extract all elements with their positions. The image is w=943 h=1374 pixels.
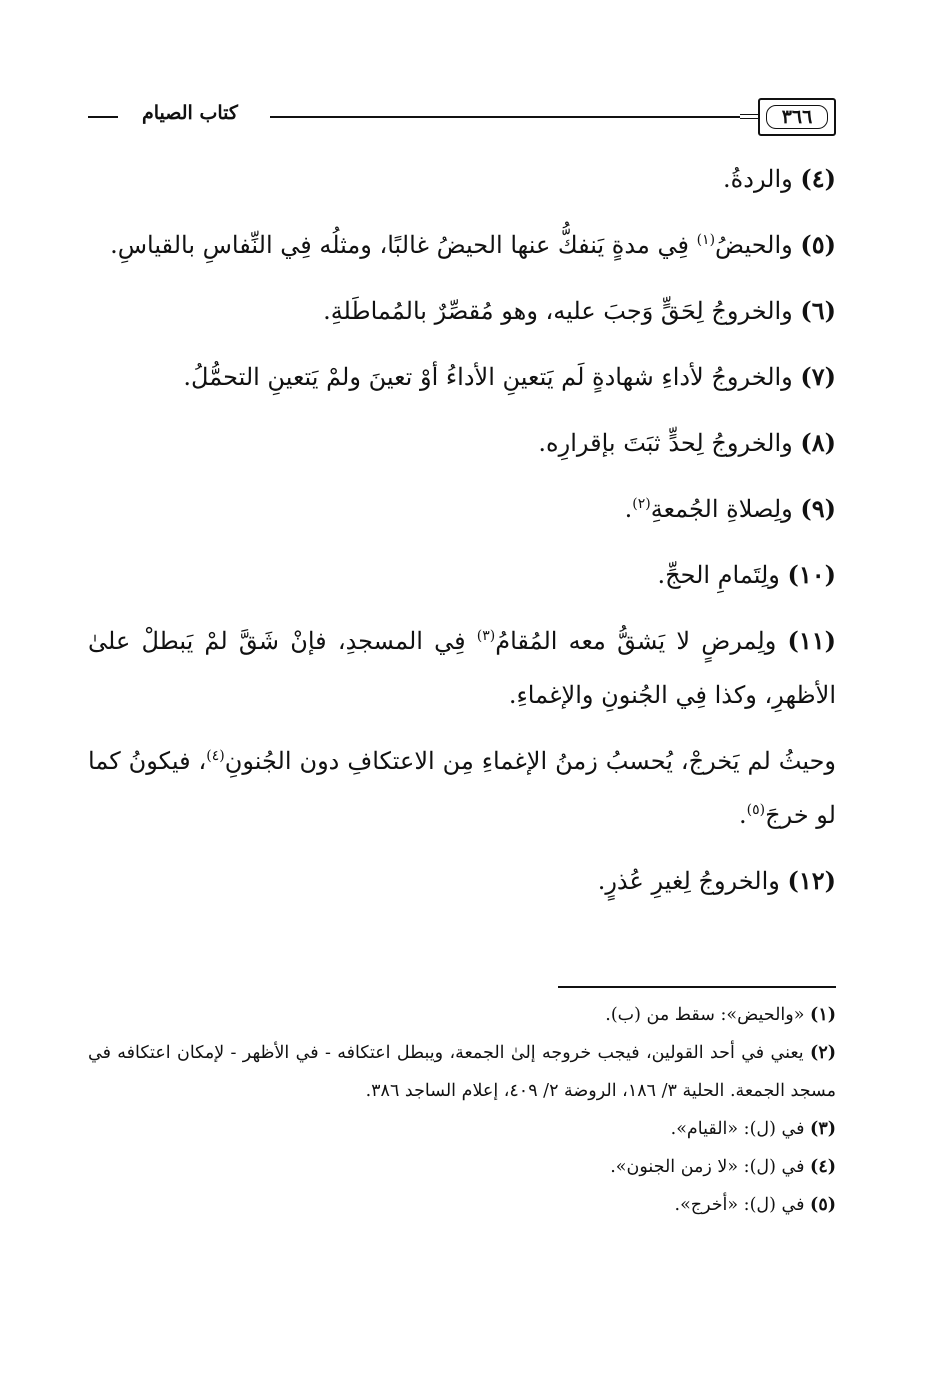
paragraph: (٩) ولِصلاةِ الجُمعةِ$^{(٢)}$. [624, 494, 836, 523]
footnote-ref: (٥) [746, 802, 766, 818]
paragraph: (١٠) ولِتَمامِ الحجِّ. [657, 560, 836, 589]
paragraph: (٨) والخروجُ لِحدٍّ ثبَتَ بإقرارِه. [538, 428, 836, 457]
paragraph: وحيثُ لم يَخرجْ، يُحسبُ زمنُ الإغماءِ مِن الاعتكافِ دون الجُنونِ$^{(٤)}$، فيكونُ كما لو خرجَ$^{(٥)}$. [88, 747, 837, 829]
footnote-ref: (٣) [476, 628, 496, 644]
paragraph: (٦) والخروجُ لِحَقٍّ وَجبَ عليه، وهو مُقصِّرٌ بالمُماطَلةِ. [323, 296, 836, 325]
main-text [88, 152, 836, 920]
header-rule [88, 116, 118, 118]
header-rule [740, 114, 758, 115]
paragraph: (١١) ولِمرضٍ لا يَشقُّ معه المُقامُ$^{(٣)}$ فِي المسجدِ، فإنْ شَقَّ لمْ يَبطلْ علىٰ الأظهرِ، وكذا فِي الجُنونِ والإغماءِ. [88, 626, 836, 709]
footnote-separator [558, 986, 836, 988]
footnotes [88, 996, 836, 1224]
paragraph: (١٢) والخروجُ لِغيرِ عُذرٍ. [597, 866, 836, 895]
paragraph: (٧) والخروجُ لأداءِ شهادةٍ لَم يَتعينِ الأداءُ أوْ تعينَ ولمْ يَتعينِ التحمُّلُ. [183, 362, 836, 391]
footnote-ref: (١) [696, 232, 716, 248]
footnote: (٢) يعني في أحد القولين، فيجب خروجه إلىٰ الجمعة، ويبطل اعتكافه - في الأظهر - لإمكان اعتكافه في مسجد الجمعة. الحلية ٣/ ١٨٦، الروضة ٢/ ٤٠٩، إعلام الساجد ٣٨٦. [88, 1043, 836, 1101]
paragraph: (٤) والردةُ. [723, 164, 836, 193]
footnote: (٣) في (ل): «القيام». [670, 1119, 836, 1139]
book-title: كتاب الصيام [142, 102, 238, 124]
footnote-ref: (٤) [206, 748, 225, 764]
paragraph: (٥) والحيضُ$^{(١)}$ فِي مدةٍ يَنفكُّ عنها الحيضُ غالبًا، ومثلُه فِي النِّفاسِ بالقياسِ. [110, 230, 836, 259]
page-number: ٣٦٦ [766, 105, 828, 129]
page-number-frame [758, 98, 836, 136]
book-page [88, 88, 836, 1318]
footnote: (٥) في (ل): «أخرج». [674, 1195, 836, 1215]
footnote-ref: (٢) [632, 496, 651, 512]
running-header [88, 98, 836, 138]
footnote: (٤) في (ل): «لا زمن الجنون». [610, 1157, 836, 1177]
header-rule [740, 118, 758, 119]
header-rule [270, 116, 740, 118]
footnote: (١) «والحيض»: سقط من (ب). [605, 1005, 836, 1025]
